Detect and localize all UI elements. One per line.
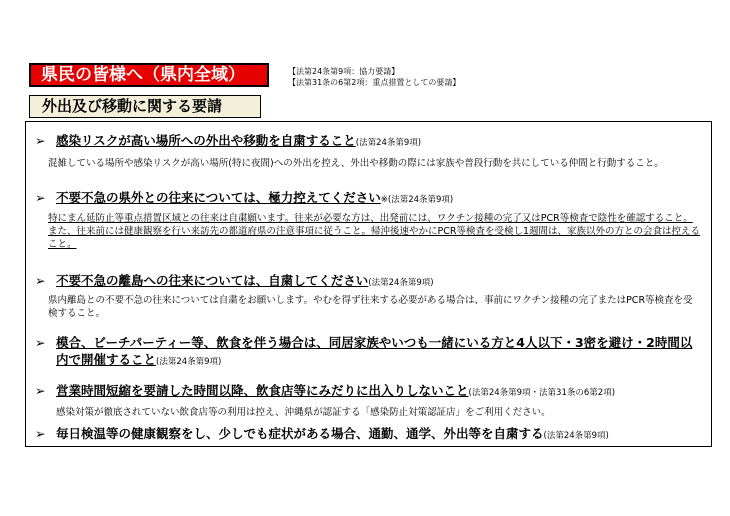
request-title: 感染リスクが高い場所への外出や移動を自粛すること xyxy=(56,133,356,148)
law-reference: (法第24条第9項) xyxy=(368,278,434,288)
law-reference: (法第24条第9項) xyxy=(355,138,422,148)
request-heading xyxy=(26,425,711,445)
page-title: 県民の皆様へ（県内全域） xyxy=(29,63,269,87)
request-heading xyxy=(26,189,711,209)
request-heading xyxy=(26,382,711,402)
request-heading xyxy=(26,272,711,292)
request-title: 模合、ビーチパーティー等、飲食を伴う場合は、同居家族やいつも一緒にいる方と4人以下・3密を避け・2時間以内で開催すること xyxy=(56,335,693,367)
request-heading xyxy=(26,334,711,371)
requests-box xyxy=(25,121,712,447)
request-description: 特にまん延防止等重点措置区域との往来は自粛願います。往来が必要な方は、出発前には、ワクチン接種の完了又はPCR等検査で陰性を確認すること。また、往来前には健康観察を行い来訪先の都道府県の注意事項に従うこと。帰沖後速やかにPCR等検査を受検し1週間は、家族以外の方との会食は控えること。 xyxy=(48,213,701,250)
request-title: 不要不急の離島への往来については、自粛してください xyxy=(56,273,369,288)
request-heading xyxy=(26,132,711,152)
request-item xyxy=(26,382,711,419)
request-item xyxy=(26,334,711,371)
legal-note-2: 【法第31条の6第2項：重点措置としての要請】 xyxy=(288,78,461,87)
request-description: 混雑している場所や感染リスクが高い場所(特に夜間)への外出を控え、外出や移動の際には家族や普段行動を共にしている仲間と行動すること。 xyxy=(48,158,664,169)
request-item xyxy=(26,272,711,320)
legal-note-1: 【法第24条第9項：協力要請】 xyxy=(288,67,400,76)
request-item xyxy=(26,425,711,445)
arrow-bullet-icon: ➢ xyxy=(35,190,46,205)
request-description: 感染対策が徹底されていない飲食店等の利用は控え、沖縄県が認証する「感染防止対策認証店」をご利用ください。 xyxy=(56,407,551,418)
request-description: 県内離島との不要不急の往来については自粛をお願いします。やむを得ず往来する必要がある場合は、事前にワクチン接種の完了またはPCR等検査を受検すること。 xyxy=(48,295,693,319)
law-reference: (法第24条第9項) xyxy=(156,357,222,367)
law-reference: (法第24条第9項・法第31条の6第2項) xyxy=(468,388,616,398)
request-title: 営業時間短縮を要請した時間以降、飲食店等にみだりに出入りしないこと xyxy=(56,383,469,398)
request-item xyxy=(26,132,711,170)
section-heading: 外出及び移動に関する要請 xyxy=(29,95,261,118)
arrow-bullet-icon: ➢ xyxy=(35,335,46,350)
request-item xyxy=(26,189,711,251)
request-title: 不要不急の県外との往来については、極力控えてください xyxy=(56,190,381,205)
legal-notes xyxy=(288,66,460,88)
request-title: 毎日検温等の健康観察をし、少しでも症状がある場合、通勤、通学、外出等を自粛する xyxy=(56,426,544,441)
arrow-bullet-icon: ➢ xyxy=(35,273,46,288)
arrow-bullet-icon: ➢ xyxy=(35,383,46,398)
law-reference: (法第24条第9項) xyxy=(543,431,609,441)
arrow-bullet-icon: ➢ xyxy=(35,426,46,441)
arrow-bullet-icon: ➢ xyxy=(35,133,46,148)
law-reference: ※(法第24条第9項) xyxy=(380,195,454,205)
